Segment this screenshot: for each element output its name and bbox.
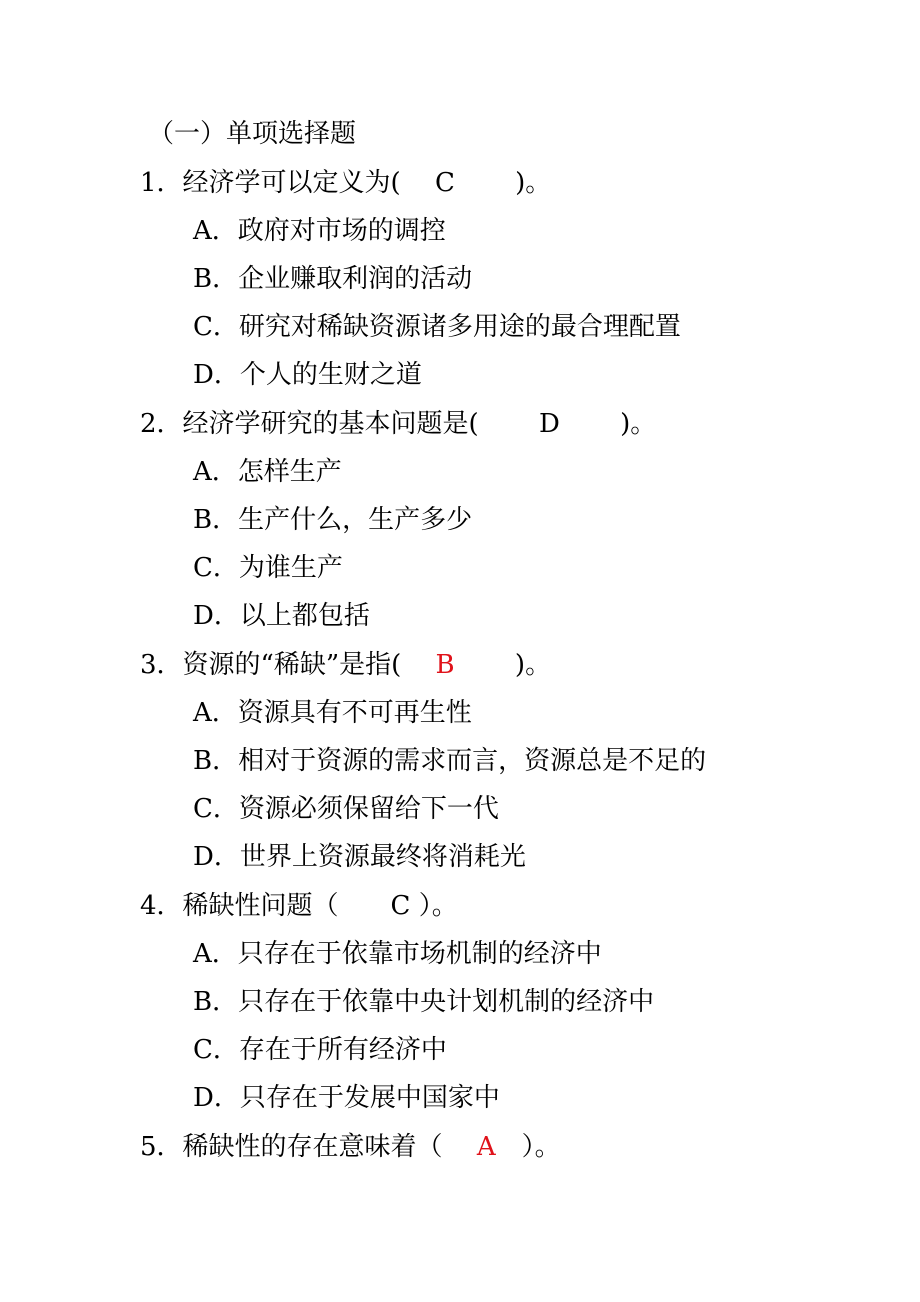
question-4-answer: C [390, 891, 411, 921]
question-3-option-c: C．资源必须保留给下一代 [193, 794, 499, 824]
question-1-option-a: A．政府对市场的调控 [193, 216, 446, 246]
question-5-tail: ）。 [495, 1132, 561, 1162]
question-2-stem: 2．经济学研究的基本问题是( [140, 409, 539, 439]
question-3-stem: 3．资源的“稀缺”是指( [140, 650, 436, 680]
question-1-stem: 1．经济学可以定义为( [140, 168, 435, 198]
question-5-answer: A [476, 1132, 496, 1162]
question-1-option-b: B．企业赚取利润的活动 [193, 264, 473, 294]
question-2-option-c: C．为谁生产 [193, 553, 343, 583]
question-2 [140, 407, 656, 441]
question-3-answer: B [435, 650, 455, 680]
question-5 [140, 1130, 561, 1164]
question-4-tail: ）。 [410, 891, 458, 921]
question-2-option-b: B．生产什么，生产多少 [193, 505, 473, 535]
question-2-tail: )。 [559, 409, 657, 439]
question-2-option-d: D．以上都包括 [193, 601, 370, 631]
question-3-tail: )。 [454, 650, 552, 680]
question-3-option-a: A．资源具有不可再生性 [193, 698, 472, 728]
question-4-option-a: A．只存在于依靠市场机制的经济中 [193, 939, 602, 969]
question-4-option-b: B．只存在于依靠中央计划机制的经济中 [193, 987, 655, 1017]
question-2-option-a: A．怎样生产 [193, 457, 342, 487]
question-1-option-d: D．个人的生财之道 [193, 360, 422, 390]
question-5-stem: 5．稀缺性的存在意味着（ [140, 1132, 477, 1162]
question-1-option-c: C．研究对稀缺资源诸多用途的最合理配置 [193, 312, 681, 342]
section-title: （一）单项选择题 [148, 119, 357, 149]
question-1 [140, 166, 551, 200]
question-3 [140, 648, 551, 682]
question-3-option-d: D．世界上资源最终将消耗光 [193, 842, 526, 872]
question-1-tail: )。 [454, 168, 552, 198]
question-4-option-d: D．只存在于发展中国家中 [193, 1083, 500, 1113]
question-4-stem: 4．稀缺性问题（ [140, 891, 391, 921]
question-1-answer: C [434, 168, 455, 198]
question-2-answer: D [538, 409, 560, 439]
question-3-option-b: B．相对于资源的需求而言，资源总是不足的 [193, 746, 707, 776]
question-4 [140, 889, 458, 923]
question-4-option-c: C．存在于所有经济中 [193, 1035, 447, 1065]
